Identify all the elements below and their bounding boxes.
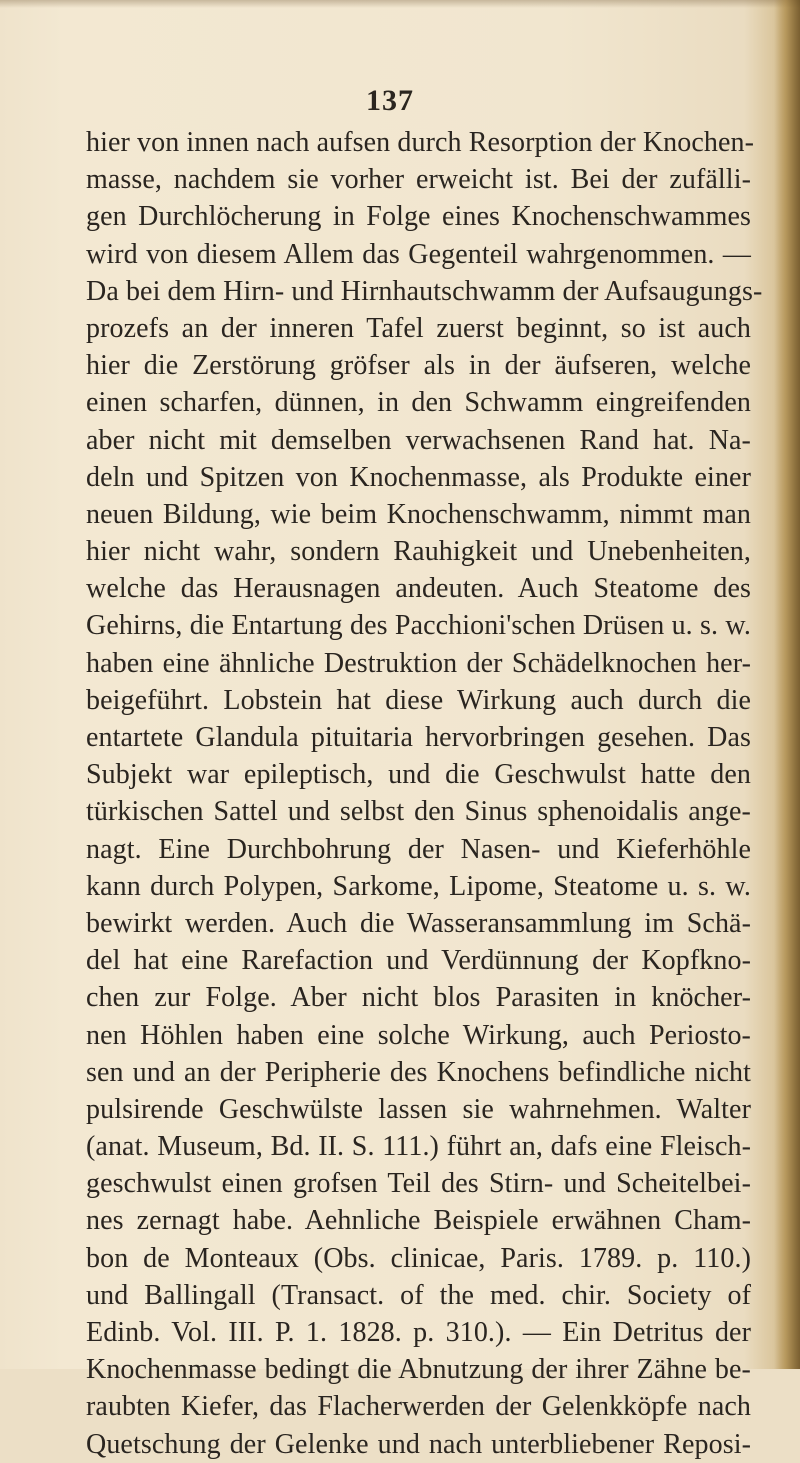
text-line: bon de Monteaux (Obs. clinicae, Paris. 1789. p. 110.)	[86, 1242, 751, 1274]
text-line: entartete Glandula pituitaria hervorbringen gesehen. Das	[86, 722, 751, 753]
text-line: masse, nachdem sie vorher erweicht ist. Bei der zufälli-	[86, 164, 751, 196]
text-line: nen Höhlen haben eine solche Wirkung, auch Periosto-	[86, 1019, 751, 1051]
text-line: Edinb. Vol. III. P. 1. 1828. p. 310.). — Ein Detritus der	[86, 1317, 751, 1348]
text-line: deln und Spitzen von Knochenmasse, als Produkte einer	[86, 461, 751, 493]
text-line: hier nicht wahr, sondern Rauhigkeit und Unebenheiten,	[86, 536, 751, 568]
text-line: Gehirns, die Entartung des Pacchioni'schen Drüsen u. s. w.	[86, 610, 751, 642]
text-line: raubten Kiefer, das Flacherwerden der Gelenkköpfe nach	[86, 1391, 751, 1423]
text-line: und Ballingall (Transact. of the med. chir. Society of	[86, 1279, 751, 1311]
text-line: Da bei dem Hirn- und Hirnhautschwamm der Aufsaugungs-	[86, 275, 763, 307]
page-top-shadow	[0, 0, 800, 8]
text-line: wird von diesem Allem das Gegenteil wahrgenommen. —	[86, 238, 751, 270]
text-line: nes zernagt habe. Aehnliche Beispiele erwähnen Cham-	[86, 1205, 751, 1237]
text-line: neuen Bildung, wie beim Knochenschwamm, nimmt man	[86, 498, 751, 530]
text-line: türkischen Sattel und selbst den Sinus sphenoidalis ange-	[86, 796, 751, 828]
text-line: geschwulst einen grofsen Teil des Stirn- und Scheitelbei-	[86, 1168, 751, 1200]
text-line: gen Durchlöcherung in Folge eines Knochenschwammes	[86, 201, 751, 233]
text-line: del hat eine Rarefaction und Verdünnung der Kopfkno-	[86, 945, 751, 977]
page-edge	[774, 0, 800, 1369]
text-line: Subjekt war epileptisch, und die Geschwulst hatte den	[86, 759, 751, 791]
text-line: hier die Zerstörung gröfser als in der äufseren, welche	[86, 350, 751, 382]
text-line: hier von innen nach aufsen durch Resorption der Knochen-	[86, 127, 755, 158]
text-line: welche das Herausnagen andeuten. Auch Steatome des	[86, 573, 751, 605]
text-line: (anat. Museum, Bd. II. S. 111.) führt an, dafs eine Fleisch-	[86, 1131, 751, 1163]
text-line: sen und an der Peripherie des Knochens befindliche nicht	[86, 1056, 751, 1088]
text-line: chen zur Folge. Aber nicht blos Parasiten in knöcher-	[86, 982, 751, 1014]
text-line: Quetschung der Gelenke und nach unterbliebener Reposi-	[86, 1428, 751, 1460]
text-line: haben eine ähnliche Destruktion der Schädelknochen her-	[86, 647, 751, 679]
text-line: Knochenmasse bedingt die Abnutzung der ihrer Zähne be-	[86, 1354, 751, 1386]
text-line: nagt. Eine Durchbohrung der Nasen- und Kieferhöhle	[86, 833, 751, 865]
body-text	[86, 124, 763, 1463]
text-line: prozefs an der inneren Tafel zuerst beginnt, so ist auch	[86, 312, 751, 344]
text-line: bewirkt werden. Auch die Wasseransammlung im Schä-	[86, 907, 751, 939]
text-line: einen scharfen, dünnen, in den Schwamm eingreifenden	[86, 387, 751, 419]
text-line: pulsirende Geschwülste lassen sie wahrnehmen. Walter	[86, 1093, 751, 1125]
text-line: aber nicht mit demselben verwachsenen Rand hat. Na-	[86, 424, 751, 456]
page-number: 137	[366, 84, 414, 117]
text-line: kann durch Polypen, Sarkome, Lipome, Steatome u. s. w.	[86, 870, 751, 902]
text-line: beigeführt. Lobstein hat diese Wirkung auch durch die	[86, 684, 751, 716]
